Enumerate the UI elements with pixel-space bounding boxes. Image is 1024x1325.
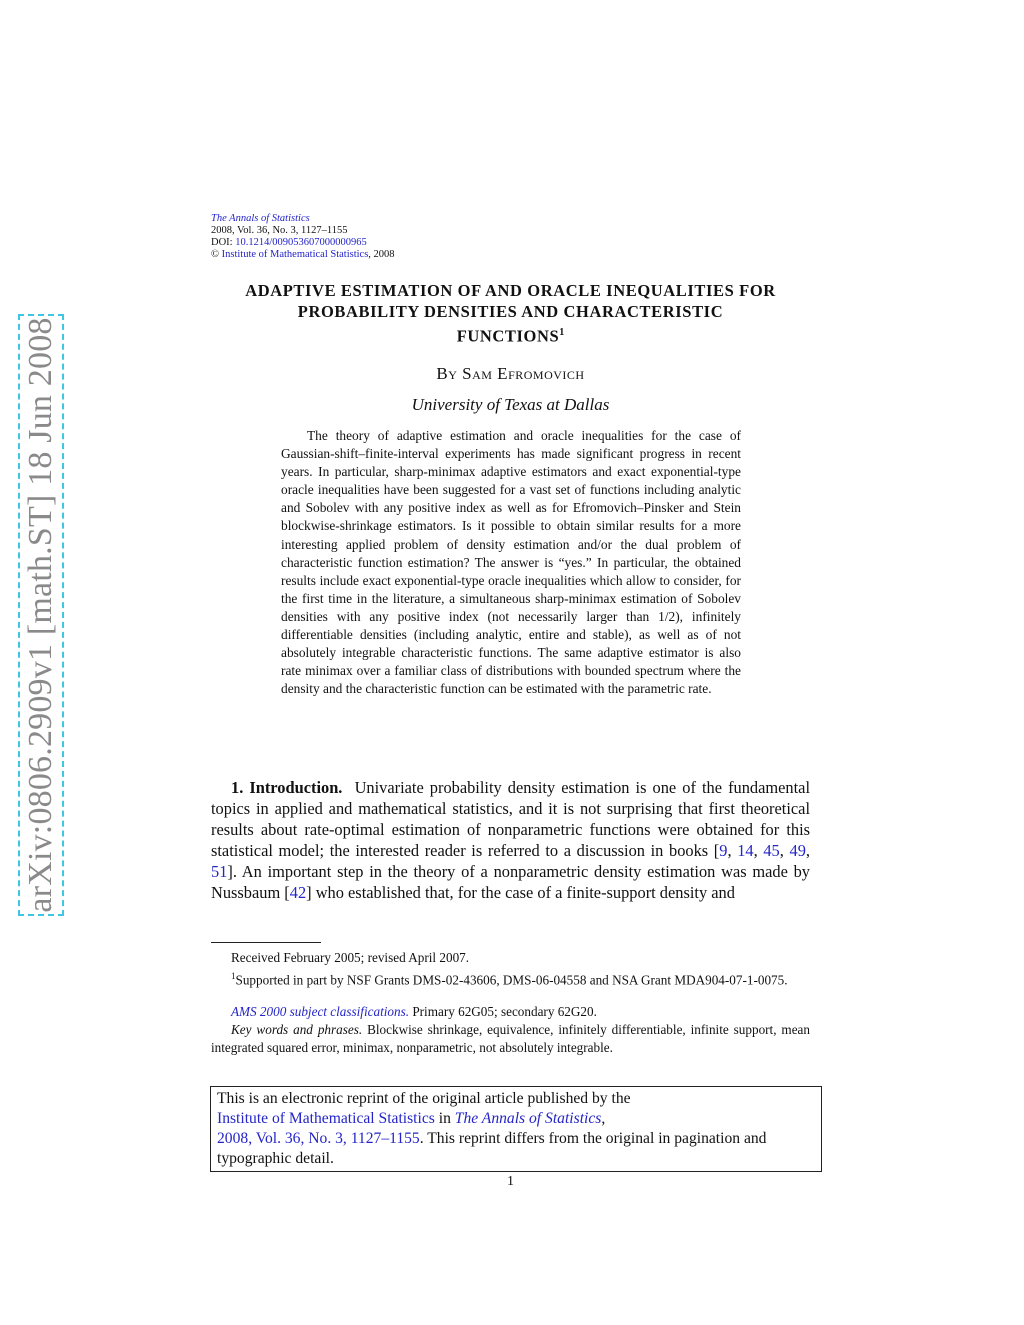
citation-link[interactable]: 51 [211, 862, 228, 882]
citation-link[interactable]: 42 [289, 883, 307, 903]
doi-link[interactable]: 10.1214/009053607000000965 [235, 237, 367, 248]
reprint-notice [210, 1086, 822, 1172]
volume-line: 2008, Vol. 36, No. 3, 1127–1155 [211, 225, 348, 236]
intro-text-3: ] who established that, for the case of a finite-support density and [306, 883, 735, 903]
reprint-rest: . This reprint differs from the original in pagination and typographic detail. [217, 1130, 767, 1167]
footnote-rule [211, 942, 321, 943]
section-heading: 1. Introduction. [231, 778, 343, 797]
title-line-3: FUNCTIONS [456, 326, 560, 346]
paper-title [211, 280, 810, 347]
intro-text-2: ]. An important step in the theory of a nonparametric density estimation was made by Nussbaum [ [211, 862, 810, 903]
keywords-text: Blockwise shrinkage, equivalence, infinitely differentiable, infinite support, mean integrated squared error, minimax, nonparametric, not absolutely integrable. [211, 1022, 810, 1055]
journal-header [211, 213, 395, 261]
support-footnote [211, 967, 810, 989]
reprint-citation-link[interactable]: 2008, Vol. 36, No. 3, 1127–1155 [217, 1130, 420, 1147]
author-line: By Sam Efromovich [436, 364, 585, 383]
citation-link[interactable]: 49 [789, 841, 806, 861]
ams-link[interactable]: AMS 2000 subject classifications. [231, 1004, 410, 1019]
reprint-comma: , [601, 1110, 606, 1127]
affiliation: University of Texas at Dallas [411, 395, 610, 414]
arxiv-stamp: arXiv:0806.2909v1 [math.ST] 18 Jun 2008 [22, 317, 59, 913]
citation-link[interactable]: 45 [763, 841, 780, 861]
support-text: Supported in part by NSF Grants DMS-02-43606, DMS-06-04558 and NSA Grant MDA904-07-1-0075. [235, 972, 788, 988]
doi-label: DOI: [211, 237, 233, 248]
title-line-1: ADAPTIVE ESTIMATION OF AND ORACLE INEQUALITIES FOR [245, 281, 776, 300]
support-mark: 1 [231, 971, 236, 981]
copyright-symbol: © [211, 249, 219, 260]
reprint-institute-link[interactable]: Institute of Mathematical Statistics [217, 1110, 435, 1127]
ams-classification [211, 1003, 810, 1021]
title-line-2: PROBABILITY DENSITIES AND CHARACTERISTIC [297, 302, 724, 321]
received-note: Received February 2005; revised April 2007. [231, 950, 470, 965]
reprint-in: in [434, 1110, 455, 1127]
citation-link[interactable]: 14 [737, 841, 754, 861]
copyright-year: , 2008 [368, 249, 395, 260]
intro-text-1: Univariate probability density estimation is one of the fundamental topics in applied and mathematical statistics, and it is not surprising that first theoretical results about rate-optimal estimation of nonparametric functions were obtained for this statistical model; the interested reader is referred to a discussion in books [ [211, 778, 810, 861]
citation-link[interactable]: 9 [719, 841, 728, 861]
title-footnote-mark: 1 [559, 327, 565, 338]
keywords-label: Key words and phrases. [231, 1022, 363, 1037]
institute-link[interactable]: Institute of Mathematical Statistics [221, 249, 369, 260]
journal-link[interactable]: The Annals of Statistics [211, 213, 310, 224]
page-number: 1 [507, 1174, 514, 1189]
ams-text: Primary 62G05; secondary 62G20. [409, 1004, 597, 1019]
keywords [211, 1021, 810, 1057]
abstract: The theory of adaptive estimation and oracle inequalities for the case of Gaussian-shift–finite-interval experiments has made significant progress in recent years. In particular, sharp-minimax adaptive estimators and exact exponential-type oracle inequalities have been suggested for a vast set of functions including analytic and Sobolev with any positive index as well as for Efromovich–Pinsker and Stein blockwise-shrinkage estimators. Is it possible to obtain similar results for a more interesting applied problem of density estimation and/or the dual problem of characteristic function estimation? The answer is “yes.” In particular, the obtained results include exact exponential-type oracle inequalities which allow to consider, for the first time in the literature, a simultaneous sharp-minimax estimation of Sobolev densities with any positive index (not necessarily larger than 1/2), infinitely differentiable densities (including analytic, entire and stable), as well as of not absolutely integrable characteristic functions. The same adaptive estimator is also rate minimax over a familiar class of distributions with bounded spectrum where the density and the characteristic function can be estimated with the parametric rate. [281, 428, 741, 697]
reprint-line-1: This is an electronic reprint of the original article published by the [217, 1090, 631, 1107]
introduction-paragraph: 1. Introduction. Univariate probability density estimation is one of the fundamental topics in applied and mathematical statistics, and it is not surprising that first theoretical results about rate-optimal estimation of nonparametric functions were obtained for this statistical model; the interested reader is referred to a discussion in books [9, 14, 45, 49, 51]. An important step in the theory of a nonparametric density estimation was made by Nussbaum [42] who established that, for the case of a finite-support density and [211, 778, 810, 903]
reprint-journal-link[interactable]: The Annals of Statistics [454, 1110, 602, 1127]
